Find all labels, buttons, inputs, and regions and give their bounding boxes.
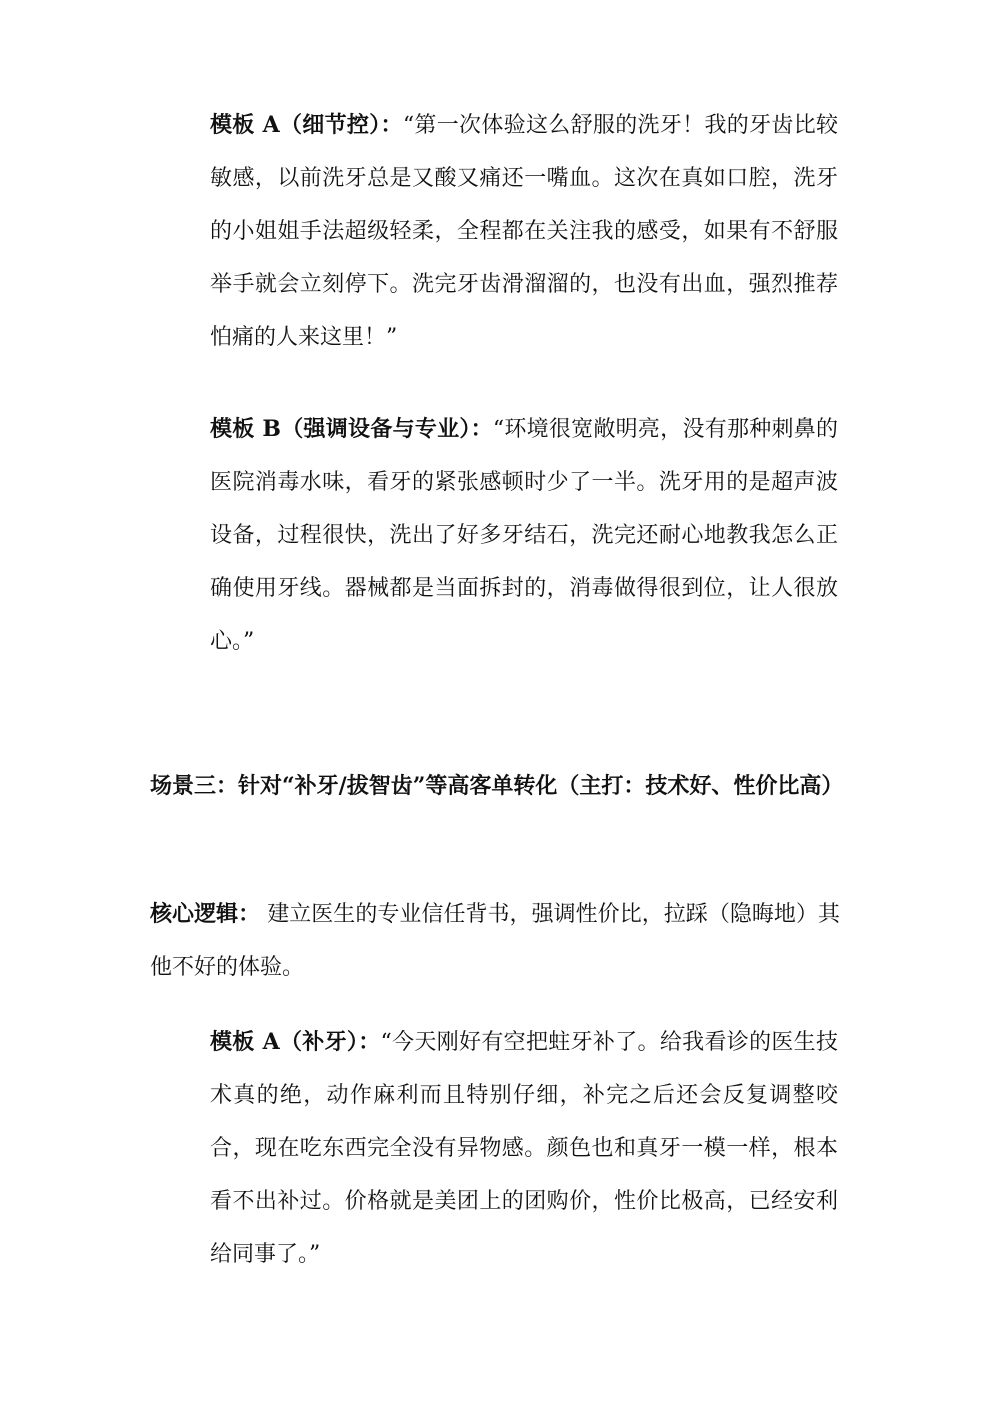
scene3-template-a-text: “今天刚好有空把蛀牙补了。给我看诊的医生技术真的绝，动作麻利而且特别仔细，补完之后还会反复调整咬合，现在吃东西完全没有异物感。颜色也和真牙一模一样，根本看不出补过。价格就是美团上的团购价，性价比极高，已经安利给同事了。” [210,1030,838,1267]
core-logic-label: 核心逻辑： [150,901,261,927]
scene3-template-a-label: 模板 A（补牙）： [210,1029,381,1055]
scene3-template-a-paragraph [210,1016,838,1281]
template-b-paragraph [210,403,838,668]
template-a-paragraph [210,99,838,364]
template-b-label: 模板 B（强调设备与专业）： [210,416,493,442]
scene3-core-logic [150,888,840,994]
template-a-label: 模板 A（细节控）： [210,112,403,138]
template-a-text: “第一次体验这么舒服的洗牙！我的牙齿比较敏感，以前洗牙总是又酸又痛还一嘴血。这次在真如口腔，洗牙的小姐姐手法超级轻柔，全程都在关注我的感受，如果有不舒服举手就会立刻停下。洗完牙齿滑溜溜的，也没有出血，强烈推荐怕痛的人来这里！” [210,113,838,350]
core-logic-text: 建立医生的专业信任背书，强调性价比，拉踩（隐晦地）其他不好的体验。 [150,902,840,980]
scene3-heading: 场景三：针对“补牙/拔智齿”等高客单转化（主打：技术好、性价比高） [150,773,844,799]
template-b-text: “环境很宽敞明亮，没有那种刺鼻的医院消毒水味，看牙的紧张感顿时少了一半。洗牙用的是超声波设备，过程很快，洗出了好多牙结石，洗完还耐心地教我怎么正确使用牙线。器械都是当面拆封的，消毒做得很到位，让人很放心。” [210,417,838,654]
